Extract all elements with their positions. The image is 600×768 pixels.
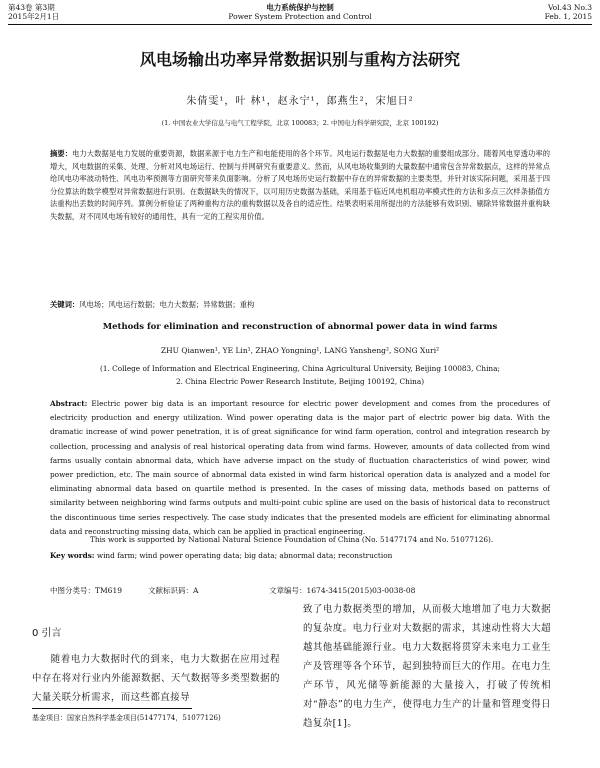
keywords-cn [50,299,550,312]
document-code: 文献标识码：A [148,586,199,595]
abstract-en [50,397,550,539]
abstract-cn-label: 摘要： [50,149,73,158]
affiliation-en [90,362,510,388]
affiliation-en-line-2: 2. China Electric Power Research Institute, Beijing 100192, China) [175,377,425,386]
abstract-cn-text: 电力大数据是电力发展的重要资源，数据来源于电力生产和电能使用的各个环节。风电运行数据是电力大数据的重要组成部分。随着风电穿透功率的增大，风电数据的采集、处理、分析对风电场运行、控制与并网研究有重要意义。然而，从风电场收集到的大量数据中通常包含异常数据点，这样的异常点给风电功率波动特性、风电功率预测等方面研究带来负面影响。分析了风电场历史运行数据中存在的异常数据的主要类型，并针对该实际问题，采用基于四分位算法的数学模型对异常数据进行识别。在数据缺失的情况下，以可用历史数据为基础，采用基于临近风电机组功率模式性的方法和多点三次样条插值方法重构出丢数的时间序列。算例分析验证了两种重构方法的重构数据以及各自的适应性。结果表明采用所提出的方法能够有效识别、剔除异常数据并重构缺失数据，对不同风电场有较好的通用性，具有一定的工程实用价值。 [50,149,550,221]
keywords-en-text: wind farm; wind power operating data; big data; abnormal data; reconstruction [96,551,393,560]
issue-date-cn: 2015年2月1日 [8,12,60,21]
keywords-en [50,551,550,560]
abstract-cn [50,148,550,223]
header-right [545,3,592,21]
article-number: 文章编号：1674-3415(2015)03-0038-08 [269,586,416,595]
abstract-en-label: Abstract: [50,399,88,408]
journal-name-cn: 电力系统保护与控制 [266,3,334,12]
section-heading-introduction: 0 引言 [32,628,62,639]
journal-name-en: Power System Protection and Control [228,12,372,21]
keywords-cn-text: 风电场；风电运行数据；电力大数据；异常数据；重构 [79,300,255,309]
body-column-left: 随着电力大数据时代的到来，电力大数据在应用过程中存在将对行业内外能源数据、天气数据等多类型数据的大量关联分析需求，而这些都直接导 [32,654,280,703]
header-center [8,3,592,21]
keywords-cn-label: 关键词： [50,300,80,309]
funding-footnote-cn: 基金项目：国家自然科学基金项目(51477174，51077126) [32,714,221,722]
abstract-en-text: Electric power big data is an important resource for electric power development and comes from the procedures of electricity production and energy utilization. Wind power operating data is the major part of electric power big data. With the dramatic increase of wind power penetration, it is of great significance for wind farm operation, control and integration research by collection, processing and analysis of real historical operating data from wind farms. However, amounts of data collected from wind farms usually contain abnormal data, which have adverse impact on the study of fluctuation characteristics of wind power, wind power prediction, etc. The main source of abnormal data existed in wind farm historical operation data is analyzed and a model for eliminating abnormal data based on quartile method is presented. In the cases of missing data, methods based on patterns of similarity between neighboring wind farms outputs and multi-point cubic spline are used on the basis of historical data to reconstruct the discontinuous time series respectively. The case study indicates that the presented models are efficient for eliminating abnormal data and reconstructing missing data, which can be applied in practical engineering. [50,399,550,536]
page-header [8,3,592,25]
paper-title-en: Methods for elimination and reconstruction of abnormal power data in wind farms [102,322,498,332]
header-rule [8,24,592,25]
affiliation-cn: (1. 中国农业大学信息与电气工程学院，北京 100083；2. 中国电力科学研究院，北京 100192) [161,119,439,127]
authors-cn: 朱倩雯¹，叶 林¹，赵永宁¹，郎燕生²，宋旭日² [186,96,414,107]
volume-issue: 第43卷 第3期 [8,3,55,12]
keywords-en-label: Key words: [50,551,95,560]
authors-en: ZHU Qianwen¹, YE Lin¹, ZHAO Yongning¹, LANG Yansheng², SONG Xuri² [160,346,440,355]
clc-number: 中图分类号：TM619 [50,586,122,595]
paper-title-cn: 风电场输出功率异常数据识别与重构方法研究 [139,50,460,69]
volume-issue-en: Vol.43 No.3 [547,3,592,12]
affiliation-en-line-1: (1. College of Information and Electrical Engineering, China Agricultural University, Beijing 100083, China; [100,364,500,373]
issue-date-en: Feb. 1, 2015 [544,12,592,21]
body-column-right: 致了电力数据类型的增加，从而极大地增加了电力大数据的复杂度。电力行业对大数据的需求，其速动性将大大超越其他基础能源行业。电力大数据将贯穿未来电力工业生产及管理等各个环节，起到独特而巨大的作用。在电力生产环节，风光储等新能源的大量接入，打破了传统相对“静态”的电力生产，使得电力生产的计量和管理变得日趋复杂[1]。 [303,604,551,729]
footnote-rule [32,708,192,709]
funding-statement-en: This work is supported by National Natural Science Foundation of China (No. 51477174 and No. 51077126). [90,535,494,544]
